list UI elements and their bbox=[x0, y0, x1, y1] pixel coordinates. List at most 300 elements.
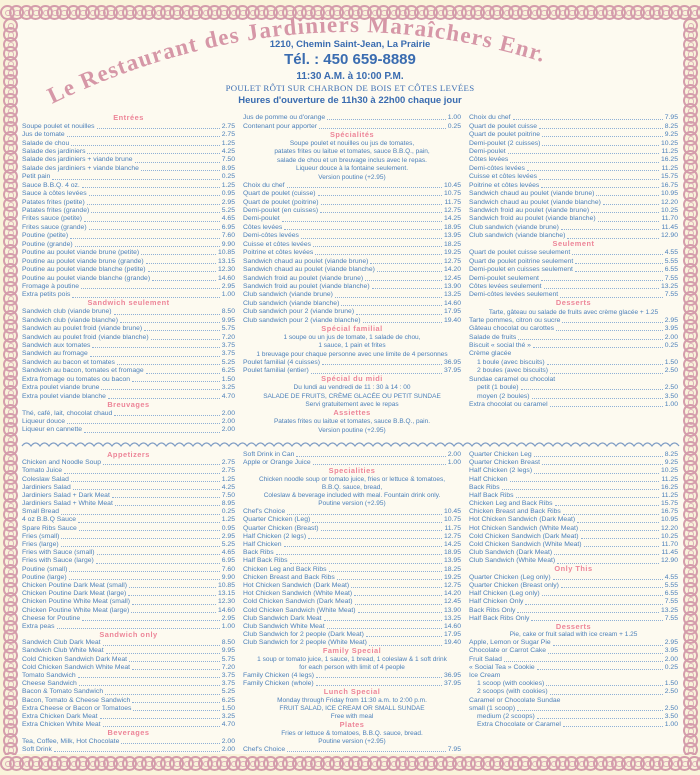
menu-item-name: Poutine au poulet viande blanche (grande) bbox=[22, 274, 151, 282]
menu-item-name: Choix du chef bbox=[469, 114, 511, 122]
menu-item-price: 1.00 bbox=[447, 459, 461, 467]
dotted-leader bbox=[321, 530, 443, 531]
menu-item-price: 8.95 bbox=[221, 164, 235, 172]
dotted-leader bbox=[114, 314, 220, 315]
menu-item-price: 9.90 bbox=[221, 240, 235, 248]
dotted-leader bbox=[537, 669, 663, 670]
dotted-leader bbox=[502, 489, 659, 490]
menu-item-row bbox=[243, 273, 461, 281]
menu-item-row bbox=[22, 548, 235, 556]
menu-item-price: 1.00 bbox=[221, 291, 235, 299]
section-header: Assiettes bbox=[333, 408, 371, 418]
dotted-leader bbox=[567, 238, 659, 239]
dotted-leader bbox=[67, 136, 220, 137]
menu-item-row bbox=[469, 138, 678, 146]
dotted-leader bbox=[141, 254, 216, 255]
menu-item-price: 2.95 bbox=[221, 198, 235, 206]
menu-item-row bbox=[22, 532, 235, 540]
menu-item-name: Quarter Chicken (Breast only) bbox=[469, 581, 559, 589]
menu-item-row bbox=[469, 121, 678, 129]
dotted-leader bbox=[308, 538, 442, 539]
section-header: Entrées bbox=[113, 112, 144, 122]
menu-item-price: 13.15 bbox=[217, 590, 235, 598]
menu-item-row bbox=[243, 630, 461, 638]
menu-item-price: 6.55 bbox=[664, 590, 678, 598]
menu-item-row bbox=[243, 206, 461, 214]
menu-item-row bbox=[22, 671, 235, 679]
menu-item-price: 14.20 bbox=[443, 590, 461, 598]
menu-item-row bbox=[22, 466, 235, 474]
menu-item-price: 7.55 bbox=[664, 274, 678, 282]
menu-item-row bbox=[22, 655, 235, 663]
menu-item-name: Quarter Chicken Breast bbox=[469, 459, 541, 467]
menu-item-row bbox=[243, 507, 461, 515]
menu-item-price: 4.70 bbox=[221, 721, 235, 729]
menu-item-row bbox=[469, 282, 678, 290]
dotted-leader bbox=[356, 314, 442, 315]
dotted-leader bbox=[284, 229, 442, 230]
menu-item-price: 12.75 bbox=[443, 257, 461, 265]
menu-item-price: 13.15 bbox=[217, 257, 235, 265]
dotted-leader bbox=[301, 238, 442, 239]
section-note-line: Poutine version (+2.95) bbox=[318, 737, 386, 745]
menu-item-price: 8.95 bbox=[221, 500, 235, 508]
menu-item-price: 4.65 bbox=[221, 215, 235, 223]
menu-item-price: 5.55 bbox=[664, 581, 678, 589]
menu-item-price: 1.50 bbox=[664, 680, 678, 688]
menu-item-name: Chicken Poutine Dark Meat (large) bbox=[22, 590, 127, 598]
menu-item-row bbox=[22, 164, 235, 172]
menu-item-name: Cheese for Poutine bbox=[22, 614, 81, 622]
menu-item-price: 2.95 bbox=[664, 639, 678, 647]
menu-item-row bbox=[243, 606, 461, 614]
section-note-line: Liqueur douce à la fontaine seulement. bbox=[295, 165, 409, 173]
menu-item-name: Apple, Lemon or Sugar Pie bbox=[469, 639, 551, 647]
menu-item-name: Half Chicken (2 legs) bbox=[469, 467, 533, 475]
section-note-line: Fries or lettuce & tomatoes, B.B.Q. sauce, bread. bbox=[281, 729, 423, 737]
menu-item-name: Quarter Chicken (Breast) bbox=[243, 524, 319, 532]
menu-item-name: Chicken Breast and Back Ribs bbox=[469, 508, 561, 516]
section-note-line: FRUIT SALAD, ICE CREAM OR SMALL SUNDAE bbox=[279, 705, 425, 712]
menu-item-price: 3.50 bbox=[664, 712, 678, 720]
menu-item-row bbox=[469, 189, 678, 197]
dotted-leader bbox=[132, 381, 220, 382]
menu-item-name: Poulet familial (entier) bbox=[243, 367, 309, 375]
menu-item-row bbox=[469, 450, 678, 458]
dotted-leader bbox=[351, 587, 442, 588]
section-header: Spécial familial bbox=[321, 323, 383, 333]
dotted-leader bbox=[335, 297, 442, 298]
menu-item-price: 37.95 bbox=[443, 367, 461, 375]
menu-item-price: 18.95 bbox=[443, 549, 461, 557]
menu-item-name: Contenant pour apporter bbox=[243, 122, 318, 130]
menu-item-row bbox=[243, 516, 461, 524]
menu-item-row bbox=[469, 499, 678, 507]
menu-item-name: Hot Chicken Sandwich (Dark Meat) bbox=[469, 516, 576, 524]
border-chain-left bbox=[0, 18, 20, 755]
menu-item-name: Fries (small) bbox=[22, 532, 60, 540]
menu-item-price: 2.95 bbox=[221, 532, 235, 540]
menu-item-name: moyen (2 boules) bbox=[477, 392, 530, 400]
menu-item-price: 6.95 bbox=[221, 557, 235, 565]
menu-item-name: Patates frites (grande) bbox=[22, 207, 90, 215]
menu-item-price: 36.95 bbox=[443, 358, 461, 366]
menu-item-row bbox=[469, 516, 678, 524]
menu-item-name: Club sandwich pour 2 (viande blanche) bbox=[243, 316, 361, 324]
menu-item-name: Extra poulet viande blanche bbox=[22, 392, 106, 400]
menu-item-name: Half Chicken Only bbox=[469, 598, 524, 606]
menu-item-row bbox=[469, 696, 678, 704]
dotted-leader bbox=[78, 677, 220, 678]
menu-item-name: small (1 scoop) bbox=[469, 704, 516, 712]
menu-item-price: 10.85 bbox=[217, 249, 235, 257]
menu-item-row bbox=[469, 383, 678, 391]
dotted-leader bbox=[603, 204, 659, 205]
menu-item-name: Petit pain bbox=[22, 173, 51, 181]
dotted-leader bbox=[282, 221, 442, 222]
menu-item-row bbox=[243, 745, 461, 753]
menu-item-name: Cold Chicken Sandwich (Dark Meat) bbox=[243, 598, 353, 606]
menu-item-price: 2.50 bbox=[664, 704, 678, 712]
dotted-leader bbox=[329, 571, 442, 572]
menu-item-row bbox=[22, 265, 235, 273]
dotted-leader bbox=[548, 653, 663, 654]
section-header: Spécial du midi bbox=[321, 374, 383, 384]
dotted-leader bbox=[354, 595, 442, 596]
dotted-leader bbox=[516, 497, 660, 498]
menu-item-row bbox=[469, 172, 678, 180]
menu-item-price: 1.50 bbox=[664, 358, 678, 366]
menu-item-name: Tarte pommes, citron ou sucre bbox=[469, 316, 561, 324]
menu-item-name: Extra peas bbox=[22, 622, 55, 630]
menu-item-price: 10.45 bbox=[443, 508, 461, 516]
dotted-leader bbox=[563, 726, 663, 727]
menu-item-price: 1.00 bbox=[664, 721, 678, 729]
menu-item-row bbox=[22, 458, 235, 466]
section-header: Specialities bbox=[328, 465, 376, 475]
dotted-leader bbox=[103, 645, 220, 646]
menu-item-price: 17.95 bbox=[443, 631, 461, 639]
menu-item-row bbox=[469, 391, 678, 399]
menu-item-name: Extra Chicken Dark Meat bbox=[22, 712, 98, 720]
menu-item-name: Côtes levées bbox=[469, 156, 509, 164]
menu-item-row bbox=[469, 223, 678, 231]
menu-item-name: Family Chicken (4 legs) bbox=[243, 672, 315, 680]
menu-item-name: Half Back Ribs Only bbox=[469, 614, 530, 622]
menu-item-name: Tomato Juice bbox=[22, 467, 63, 475]
menu-item-row bbox=[22, 408, 235, 416]
english-column-middle bbox=[243, 450, 461, 753]
menu-item-row bbox=[243, 366, 461, 374]
menu-item-name: Coleslaw Salad bbox=[22, 475, 69, 483]
french-column-middle bbox=[243, 113, 461, 434]
menu-item-name: Sandwich au fromage bbox=[22, 350, 88, 358]
menu-item-row bbox=[469, 113, 678, 121]
menu-item-row bbox=[22, 565, 235, 573]
dotted-leader bbox=[553, 579, 663, 580]
menu-item-row bbox=[243, 290, 461, 298]
menu-item-row bbox=[22, 581, 235, 589]
phone-line: Tél. : 450 659-8889 bbox=[284, 51, 416, 68]
menu-item-price: 5.25 bbox=[221, 358, 235, 366]
menu-item-price: 12.75 bbox=[443, 207, 461, 215]
menu-item-price: 2.00 bbox=[664, 333, 678, 341]
menu-item-name: Apple or Orange Juice bbox=[243, 459, 311, 467]
dotted-leader bbox=[287, 514, 442, 515]
menu-item-price: 11.25 bbox=[661, 164, 678, 172]
section-header: Breuvages bbox=[107, 399, 150, 409]
dotted-leader bbox=[115, 505, 220, 506]
dotted-leader bbox=[550, 694, 663, 695]
menu-item-price: 10.25 bbox=[660, 207, 678, 215]
section-note-line: Version poutine (+2.95) bbox=[318, 426, 386, 434]
menu-item-row bbox=[22, 121, 235, 129]
menu-item-row bbox=[469, 400, 678, 408]
dotted-leader bbox=[508, 153, 660, 154]
menu-item-name: Caramel or Chocolate Sundae bbox=[469, 696, 561, 704]
dotted-leader bbox=[52, 179, 219, 180]
menu-item-name: Salade des jardiniers + viande blanche bbox=[22, 164, 139, 172]
menu-item-row bbox=[22, 147, 235, 155]
menu-item-row bbox=[243, 614, 461, 622]
dotted-leader bbox=[64, 473, 220, 474]
dotted-leader bbox=[73, 489, 220, 490]
menu-item-row bbox=[243, 248, 461, 256]
menu-item-name: petit (1 boule) bbox=[477, 384, 519, 392]
dotted-leader bbox=[97, 128, 220, 129]
menu-item-row bbox=[469, 638, 678, 646]
border-chain-right bbox=[680, 18, 700, 755]
dotted-leader bbox=[561, 229, 660, 230]
english-menu-section bbox=[22, 450, 678, 753]
menu-item-name: Chocolate or Carrot Cake bbox=[469, 647, 547, 655]
menu-item-row bbox=[243, 556, 461, 564]
menu-item-price: 0.25 bbox=[664, 342, 678, 350]
menu-item-row bbox=[22, 240, 235, 248]
menu-item-name: Fruit Salad bbox=[469, 655, 502, 663]
dotted-leader bbox=[61, 514, 220, 515]
menu-item-price: 9.95 bbox=[221, 647, 235, 655]
menu-item-row bbox=[22, 256, 235, 264]
dotted-leader bbox=[513, 119, 663, 120]
dotted-leader bbox=[290, 563, 442, 564]
menu-item-price: 6.25 bbox=[221, 696, 235, 704]
dotted-leader bbox=[132, 604, 216, 605]
dotted-leader bbox=[133, 710, 219, 711]
menu-item-row bbox=[22, 307, 235, 315]
menu-item-name: Quart de poulet poitrine seulement bbox=[469, 257, 574, 265]
menu-item-price: 6.25 bbox=[221, 367, 235, 375]
menu-item-name: Extra petits pois bbox=[22, 291, 71, 299]
dotted-leader bbox=[89, 195, 220, 196]
menu-item-name: 4 oz B.B.Q Sauce bbox=[22, 516, 77, 524]
menu-item-row bbox=[469, 475, 678, 483]
menu-item-price: 1.50 bbox=[221, 375, 235, 383]
dotted-leader bbox=[101, 389, 219, 390]
dotted-leader bbox=[363, 322, 442, 323]
menu-item-row bbox=[22, 349, 235, 357]
menu-item-price: 16.75 bbox=[660, 181, 678, 189]
menu-item-row bbox=[469, 155, 678, 163]
menu-item-price: 5.25 bbox=[221, 207, 235, 215]
menu-item-price: 2.00 bbox=[221, 745, 235, 753]
menu-item-name: Club Sandwich White Meat bbox=[243, 622, 325, 630]
menu-item-name: Demi-poulet (2 cuisses) bbox=[469, 139, 541, 147]
menu-item-row bbox=[22, 375, 235, 383]
tagline-line: POULET RÔTI SUR CHARBON DE BOIS ET CÔTES LEVÉES bbox=[225, 83, 475, 93]
menu-item-name: Extra Chicken White Meat bbox=[22, 721, 101, 729]
menu-item-name: Sandwich au bacon et tomates bbox=[22, 358, 115, 366]
menu-item-price: 3.50 bbox=[664, 392, 678, 400]
menu-item-price: 1.25 bbox=[221, 516, 235, 524]
dotted-leader bbox=[546, 685, 663, 686]
dotted-leader bbox=[152, 280, 216, 281]
menu-item-row bbox=[22, 332, 235, 340]
menu-item-price: 0.95 bbox=[221, 190, 235, 198]
menu-item-price: 0.25 bbox=[221, 508, 235, 516]
section-note-line: 1 sauce, 1 pain et frites bbox=[318, 342, 386, 350]
section-header: Family Special bbox=[322, 646, 382, 656]
menu-item-name: Demi-côtes levées bbox=[243, 232, 299, 240]
dotted-leader bbox=[131, 612, 216, 613]
menu-item-name: Poutine (petite) bbox=[22, 232, 69, 240]
menu-item-name: Half Chicken (2 legs) bbox=[243, 532, 307, 540]
menu-item-price: 1.00 bbox=[664, 401, 678, 409]
menu-item-name: Cold Chicken Sandwich (White Meat) bbox=[243, 606, 356, 614]
menu-item-row bbox=[243, 223, 461, 231]
dotted-leader bbox=[580, 530, 659, 531]
menu-item-row bbox=[22, 687, 235, 695]
menu-item-price: 9.25 bbox=[664, 459, 678, 467]
menu-item-price: 19.25 bbox=[443, 249, 461, 257]
menu-item-name: Quarter Chicken Leg bbox=[469, 450, 532, 458]
menu-item-price: 11.45 bbox=[661, 549, 678, 557]
menu-item-row bbox=[469, 614, 678, 622]
menu-item-name: 2 scoops (with cookies) bbox=[477, 688, 548, 696]
menu-item-name: Soft Drink in Can bbox=[243, 450, 295, 458]
menu-item-row bbox=[22, 189, 235, 197]
menu-item-name: Half Chicken (Leg only) bbox=[469, 590, 540, 598]
menu-item-price: 5.25 bbox=[221, 688, 235, 696]
menu-item-price: 14.60 bbox=[443, 299, 461, 307]
section-divider-wave bbox=[22, 439, 678, 449]
menu-item-price: 13.25 bbox=[443, 614, 461, 622]
menu-item-price: 16.75 bbox=[660, 508, 678, 516]
menu-item-name: Gâteau chocolat ou carottes bbox=[469, 325, 555, 333]
dotted-leader bbox=[108, 398, 220, 399]
menu-item-price: 13.90 bbox=[443, 282, 461, 290]
menu-item-name: 1 boule (avec biscuits) bbox=[477, 358, 545, 366]
menu-item-price: 37.95 bbox=[443, 680, 461, 688]
dotted-leader bbox=[318, 195, 442, 196]
menu-item-row bbox=[469, 375, 678, 383]
menu-item-row bbox=[22, 679, 235, 687]
menu-item-row bbox=[469, 573, 678, 581]
dotted-leader bbox=[542, 145, 659, 146]
menu-item-name: Extra Chocolate or Caramel bbox=[477, 721, 561, 729]
menu-item-price: 9.25 bbox=[664, 131, 678, 139]
menu-item-name: Chicken Leg and Back Ribs bbox=[243, 565, 327, 573]
dotted-leader bbox=[327, 628, 442, 629]
menu-item-name: Sandwich chaud au poulet (viande brune) bbox=[469, 190, 595, 198]
menu-item-price: 36.95 bbox=[443, 672, 461, 680]
menu-item-name: 2 boules (avec biscuits) bbox=[477, 367, 549, 375]
menu-item-row bbox=[22, 483, 235, 491]
menu-item-price: 4.65 bbox=[221, 549, 235, 557]
dotted-leader bbox=[132, 702, 219, 703]
menu-item-name: Quart de poulet (poitrine) bbox=[243, 198, 319, 206]
menu-item-name: Quart de poulet poitrine bbox=[469, 131, 541, 139]
section-note-line: Soupe poulet et nouilles ou jus de tomates, bbox=[289, 139, 415, 147]
menu-item-price: 13.25 bbox=[660, 282, 678, 290]
section-note-line: Tarte, gâteau ou salade de fruits avec crème glacée + 1.25 bbox=[488, 308, 659, 316]
menu-item-price: 10.75 bbox=[443, 516, 461, 524]
menu-item-row bbox=[22, 248, 235, 256]
menu-item-row bbox=[469, 206, 678, 214]
menu-item-price: 2.50 bbox=[664, 384, 678, 392]
menu-item-name: Poutine (small) bbox=[22, 565, 68, 573]
menu-item-name: 1 scoop (with cookies) bbox=[477, 680, 545, 688]
section-note-line: Version poutine (+2.95) bbox=[318, 173, 386, 181]
menu-item-row bbox=[243, 358, 461, 366]
menu-item-price: 11.25 bbox=[661, 475, 678, 483]
menu-item-name: Chicken Poutine Dark Meat (small) bbox=[22, 581, 128, 589]
menu-item-price: 7.60 bbox=[221, 565, 235, 573]
menu-item-row bbox=[243, 597, 461, 605]
menu-item-row bbox=[469, 366, 678, 374]
menu-item-name: Frites sauce (grande) bbox=[22, 223, 87, 231]
dotted-leader bbox=[128, 595, 216, 596]
menu-item-name: Crème glacée bbox=[469, 350, 512, 358]
menu-item-row bbox=[22, 491, 235, 499]
section-note-line: Du lundi au vendredi de 11 : 30 à 14 : 00 bbox=[293, 384, 411, 392]
dotted-leader bbox=[87, 204, 220, 205]
menu-item-row bbox=[22, 197, 235, 205]
menu-item-name: Sandwich froid au poulet (viande brune) bbox=[243, 274, 364, 282]
menu-item-row bbox=[22, 589, 235, 597]
dotted-leader bbox=[539, 128, 663, 129]
menu-item-name: Soft Drink bbox=[22, 745, 52, 753]
dotted-leader bbox=[542, 595, 663, 596]
menu-item-name: Tomato Sandwich bbox=[22, 672, 76, 680]
menu-item-name: Sandwich chaud au poulet (viande blanche) bbox=[243, 266, 375, 274]
menu-item-row bbox=[22, 358, 235, 366]
menu-item-name: Fromage à poutine bbox=[22, 282, 80, 290]
section-header: Only This bbox=[554, 564, 593, 574]
menu-item-row bbox=[22, 597, 235, 605]
menu-item-row bbox=[22, 391, 235, 399]
dotted-leader bbox=[151, 339, 220, 340]
dotted-leader bbox=[71, 145, 220, 146]
menu-item-price: 11.75 bbox=[444, 524, 461, 532]
dotted-leader bbox=[581, 538, 659, 539]
opening-hours-line: Heures d'ouverture de 11h30 à 22h00 chaque jour bbox=[238, 95, 462, 106]
menu-item-name: Quart de poulet cuisse bbox=[469, 122, 538, 130]
menu-item-row bbox=[22, 138, 235, 146]
menu-item-row bbox=[22, 606, 235, 614]
menu-item-price: 7.95 bbox=[664, 114, 678, 122]
menu-item-name: Sandwich chaud au poulet (viande blanche) bbox=[469, 198, 601, 206]
menu-item-row bbox=[469, 548, 678, 556]
dotted-leader bbox=[78, 522, 220, 523]
menu-item-price: 2.00 bbox=[221, 737, 235, 745]
menu-item-name: Jardiniers Salad + Dark Meat bbox=[22, 491, 110, 499]
dotted-leader bbox=[114, 415, 219, 416]
menu-item-row bbox=[469, 349, 678, 357]
menu-item-name: Poutine (large) bbox=[22, 573, 67, 581]
menu-item-row bbox=[22, 425, 235, 433]
dotted-leader bbox=[82, 187, 220, 188]
